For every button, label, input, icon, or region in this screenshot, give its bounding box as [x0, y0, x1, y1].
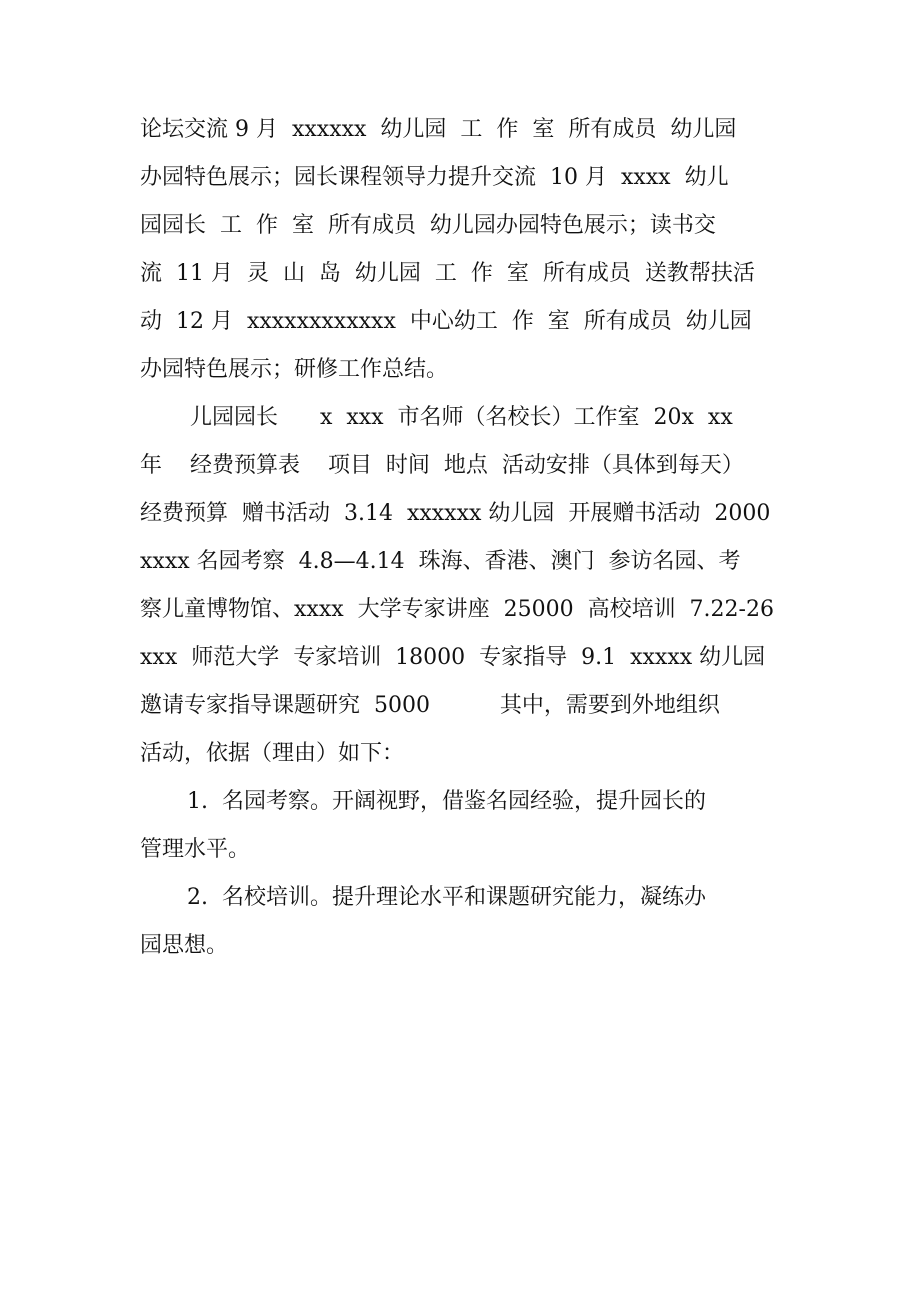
paragraph-2-line-3: 经费预算 赠书活动 3.14 xxxxxx 幼儿园 开展赠书活动 2000 [140, 501, 771, 526]
list-item-2-line-2: 园思想。 [140, 933, 229, 958]
paragraph-1-line-4: 流 11 月 灵 山 岛 幼儿园 工 作 室 所有成员 送教帮扶活 [140, 261, 755, 286]
paragraph-2-line-4: xxxx 名园考察 4.8—4.14 珠海、香港、澳门 参访名园、考 [140, 549, 741, 574]
list-item-1-line-1: 1. 名园考察。开阔视野，借鉴名园经验，提升园长的 [187, 789, 706, 814]
paragraph-1-line-5: 动 12 月 xxxxxxxxxxxx 中心幼工 作 室 所有成员 幼儿园 [140, 309, 752, 334]
paragraph-2-line-2: 年 经费预算表 项目 时间 地点 活动安排（具体到每天） [140, 453, 744, 478]
paragraph-2-line-1: 儿园园长 x xxx 市名师（名校长）工作室 20x xx [190, 405, 733, 430]
paragraph-1-line-3: 园园长 工 作 室 所有成员 幼儿园办园特色展示；读书交 [140, 213, 716, 238]
paragraph-2-line-6: xxx 师范大学 专家培训 18000 专家指导 9.1 xxxxx 幼儿园 [140, 645, 766, 670]
list-item-1-line-2: 管理水平。 [140, 837, 251, 862]
paragraph-1-line-2: 办园特色展示；园长课程领导力提升交流 10 月 xxxx 幼儿 [140, 165, 729, 190]
paragraph-2-line-8: 活动，依据（理由）如下： [140, 741, 405, 766]
list-item-2-line-1: 2. 名校培训。提升理论水平和课题研究能力，凝练办 [187, 885, 706, 910]
paragraph-1-line-6: 办园特色展示；研修工作总结。 [140, 357, 449, 382]
paragraph-2-line-5: 察儿童博物馆、xxxx 大学专家讲座 25000 高校培训 7.22-26 [140, 597, 774, 622]
paragraph-1-line-1: 论坛交流 9 月 xxxxxx 幼儿园 工 作 室 所有成员 幼儿园 [140, 117, 737, 142]
paragraph-2-line-7: 邀请专家指导课题研究 5000 其中，需要到外地组织 [140, 693, 720, 718]
